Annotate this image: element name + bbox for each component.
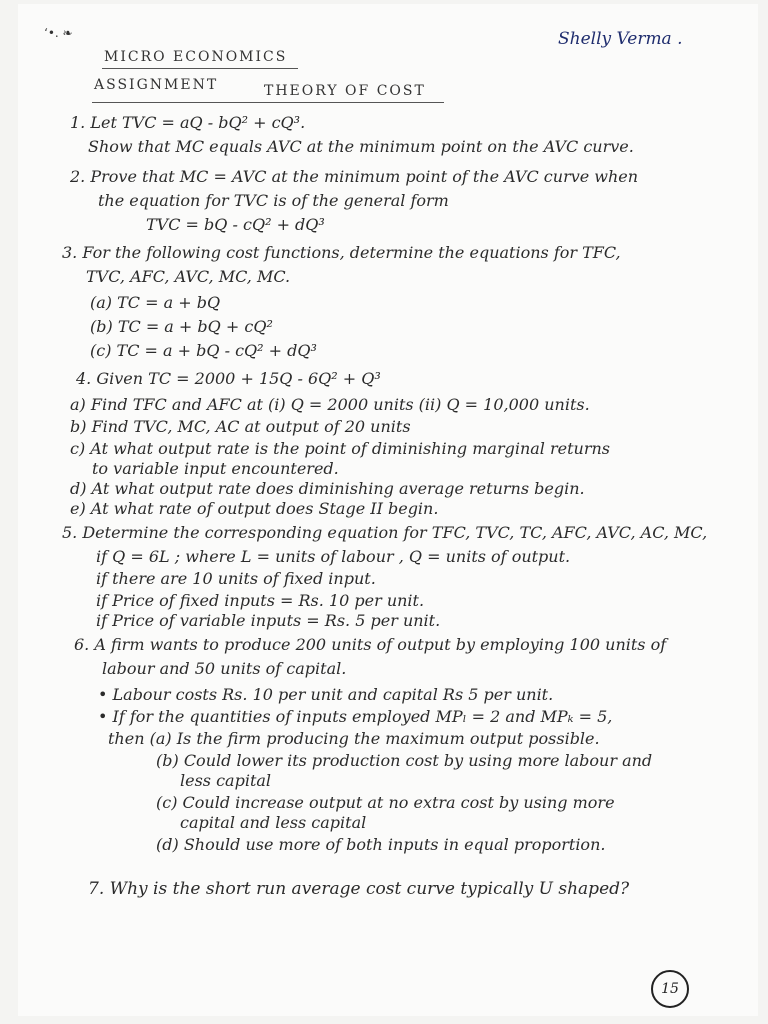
q6-line1: 6. A firm wants to produce 200 units of output by employing 100 units of <box>74 635 667 654</box>
q1-line1: 1. Let TVC = aQ - bQ² + cQ³. <box>70 113 306 132</box>
q6-line7: less capital <box>180 771 272 790</box>
q6-line6: (b) Could lower its production cost by using more labour and <box>156 751 653 770</box>
q2-line2: the equation for TVC is of the general form <box>98 191 449 210</box>
header-underline <box>92 102 444 103</box>
q3-part-b: (b) TC = a + bQ + cQ² <box>90 317 273 336</box>
assignment-sheet <box>18 4 758 1016</box>
assignment-label: ASSIGNMENT <box>94 77 219 93</box>
q4-part-c1: c) At what output rate is the point of diminishing marginal returns <box>70 439 611 458</box>
q2-line3: TVC = bQ - cQ² + dQ³ <box>146 215 325 234</box>
q6-line5: then (a) Is the firm producing the maximum output possible. <box>108 729 600 748</box>
q7: 7. Why is the short run average cost curve typically U shaped? <box>88 879 630 899</box>
q3-line1: 3. For the following cost functions, determine the equations for TFC, <box>62 243 621 262</box>
q1-line2: Show that MC equals AVC at the minimum point on the AVC curve. <box>88 137 634 156</box>
q5-line5: if Price of variable inputs = Rs. 5 per unit. <box>96 611 441 630</box>
course-title: MICRO ECONOMICS <box>104 49 288 65</box>
q4-part-d: d) At what output rate does diminishing average returns begin. <box>70 479 585 498</box>
course-underline <box>102 68 298 69</box>
margin-mark: ‘•. ❧ <box>44 26 73 40</box>
q6-line2: labour and 50 units of capital. <box>102 659 347 678</box>
q2-line1: 2. Prove that MC = AVC at the minimum point of the AVC curve when <box>70 167 639 186</box>
q6-line8: (c) Could increase output at no extra cost by using more <box>156 793 615 812</box>
q3-part-a: (a) TC = a + bQ <box>90 293 221 312</box>
q4-part-c2: to variable input encountered. <box>92 459 339 478</box>
q4-part-b: b) Find TVC, MC, AC at output of 20 units <box>70 417 411 436</box>
q3-line2: TVC, AFC, AVC, MC, MC. <box>86 267 291 286</box>
q6-line4: • If for the quantities of inputs employed MPₗ = 2 and MPₖ = 5, <box>98 707 613 726</box>
q6-line3: • Labour costs Rs. 10 per unit and capital Rs 5 per unit. <box>98 685 554 704</box>
q5-line2: if Q = 6L ; where L = units of labour , Q = units of output. <box>96 547 571 566</box>
q6-line10: (d) Should use more of both inputs in equal proportion. <box>156 835 606 854</box>
q6-line9: capital and less capital <box>180 813 367 832</box>
topic-title: THEORY OF COST <box>264 83 426 99</box>
author-signature: Shelly Verma . <box>558 29 683 49</box>
q5-line1: 5. Determine the corresponding equation for TFC, TVC, TC, AFC, AVC, AC, MC, <box>62 523 708 542</box>
q5-line4: if Price of fixed inputs = Rs. 10 per unit. <box>96 591 425 610</box>
page-number: 15 <box>651 970 689 1008</box>
q3-part-c: (c) TC = a + bQ - cQ² + dQ³ <box>90 341 317 360</box>
q4-given: 4. Given TC = 2000 + 15Q - 6Q² + Q³ <box>76 369 381 388</box>
q5-line3: if there are 10 units of fixed input. <box>96 569 376 588</box>
q4-part-a: a) Find TFC and AFC at (i) Q = 2000 units (ii) Q = 10,000 units. <box>70 395 590 414</box>
q4-part-e: e) At what rate of output does Stage II begin. <box>70 499 439 518</box>
